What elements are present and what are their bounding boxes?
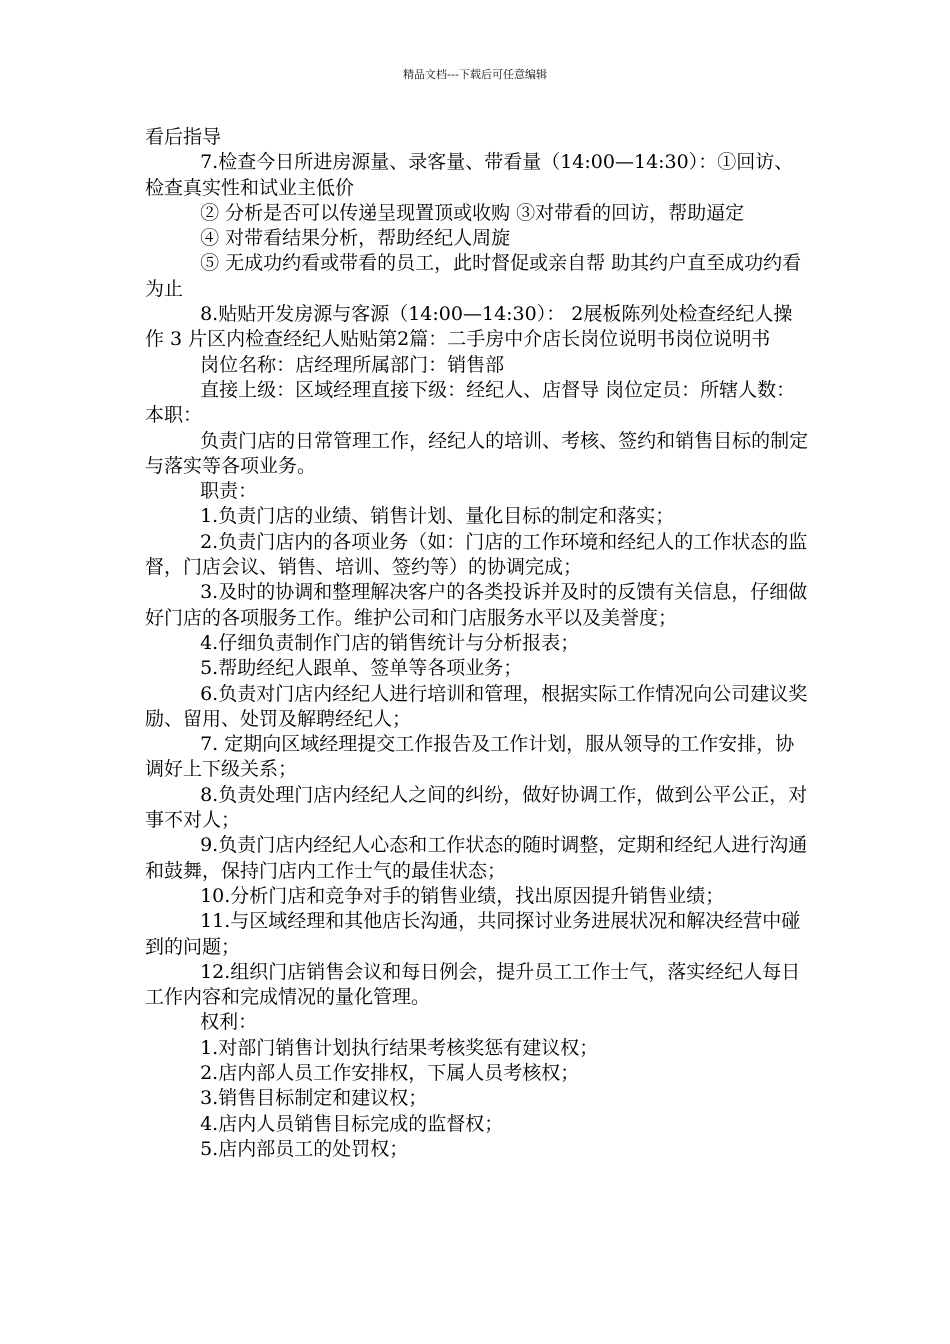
list-item: 4.店内人员销售目标完成的监督权； <box>200 1112 504 1135</box>
list-item: 6.负责对门店内经纪人进行培训和管理，根据实际工作情况向公司建议奖励、留用、处罚及解聘经纪人； <box>145 682 808 730</box>
list-item: 10.分析门店和竞争对手的销售业绩，找出原因提升销售业绩； <box>200 884 725 907</box>
list-item: 8.负责处理门店内经纪人之间的纠纷，做好协调工作，做到公平公正，对事不对人； <box>145 783 808 832</box>
list-item: 4.仔细负责制作门店的销售统计与分析报表； <box>200 631 580 654</box>
document-body <box>145 125 810 1162</box>
list-item: 3.及时的协调和整理解决客户的各类投诉并及时的反馈有关信息，仔细做好门店的各项服务工作。维护公司和门店服务水平以及美誉度； <box>145 581 808 629</box>
list-item: 1.对部门销售计划执行结果考核奖惩有建议权； <box>200 1036 599 1059</box>
paragraph: 负责门店的日常管理工作，经纪人的培训、考核、签约和销售目标的制定与落实等各项业务。 <box>145 429 809 477</box>
section-heading: 权利： <box>200 1011 258 1034</box>
list-item: 12.组织门店销售会议和每日例会，提升员工工作士气，落实经纪人每日工作内容和完成情况的量化管理。 <box>145 960 801 1009</box>
paragraph: ④ 对带看结果分析，帮助经纪人周旋 <box>200 227 511 250</box>
list-item: 2.店内部人员工作安排权，下属人员考核权； <box>200 1061 580 1084</box>
paragraph: 7.检查今日所进房源量、录客量、带看量（14:00—14:30）：①回访、检查真实性和试业主低价 <box>145 151 794 199</box>
paragraph: ⑤ 无成功约看或带看的员工，此时督促或亲自帮 助其约户直至成功约看为止 <box>145 252 802 300</box>
list-item: 3.销售目标制定和建议权； <box>200 1087 428 1110</box>
list-item: 2.负责门店内的各项业务（如：门店的工作环境和经纪人的工作状态的监督，门店会议、销售、培训、签约等）的协调完成； <box>145 530 808 579</box>
paragraph: ② 分析是否可以传递呈现置顶或收购 ③对带看的回访，帮助逼定 <box>200 201 745 224</box>
section-heading: 职责： <box>200 480 258 503</box>
list-item: 5.店内部员工的处罚权； <box>200 1137 409 1160</box>
list-item: 11.与区域经理和其他店长沟通，共同探讨业务进展状况和解决经营中碰到的问题； <box>145 910 801 958</box>
paragraph: 直接上级：区域经理直接下级：经纪人、店督导 岗位定员：所辖人数： 本职： <box>145 378 796 427</box>
paragraph: 8.贴贴开发房源与客源（14:00—14:30）： 2展板陈列处检查经纪人操作 3 片区内检查经纪人贴贴第2篇：二手房中介店长岗位说明书岗位说明书 <box>145 303 793 351</box>
page-header: 精品文档---下载后可任意编辑 <box>403 68 547 81</box>
list-item: 5.帮助经纪人跟单、签单等各项业务； <box>200 657 523 680</box>
list-item: 1.负责门店的业绩、销售计划、量化目标的制定和落实； <box>200 505 675 528</box>
paragraph: 看后指导 <box>145 126 222 148</box>
paragraph: 岗位名称：店经理所属部门：销售部 <box>200 353 505 376</box>
list-item: 7. 定期向区域经理提交工作报告及工作计划，服从领导的工作安排，协调好上下级关系； <box>145 733 795 781</box>
list-item: 9.负责门店内经纪人心态和工作状态的随时调整，定期和经纪人进行沟通和鼓舞，保持门店内工作士气的最佳状态； <box>145 834 808 882</box>
